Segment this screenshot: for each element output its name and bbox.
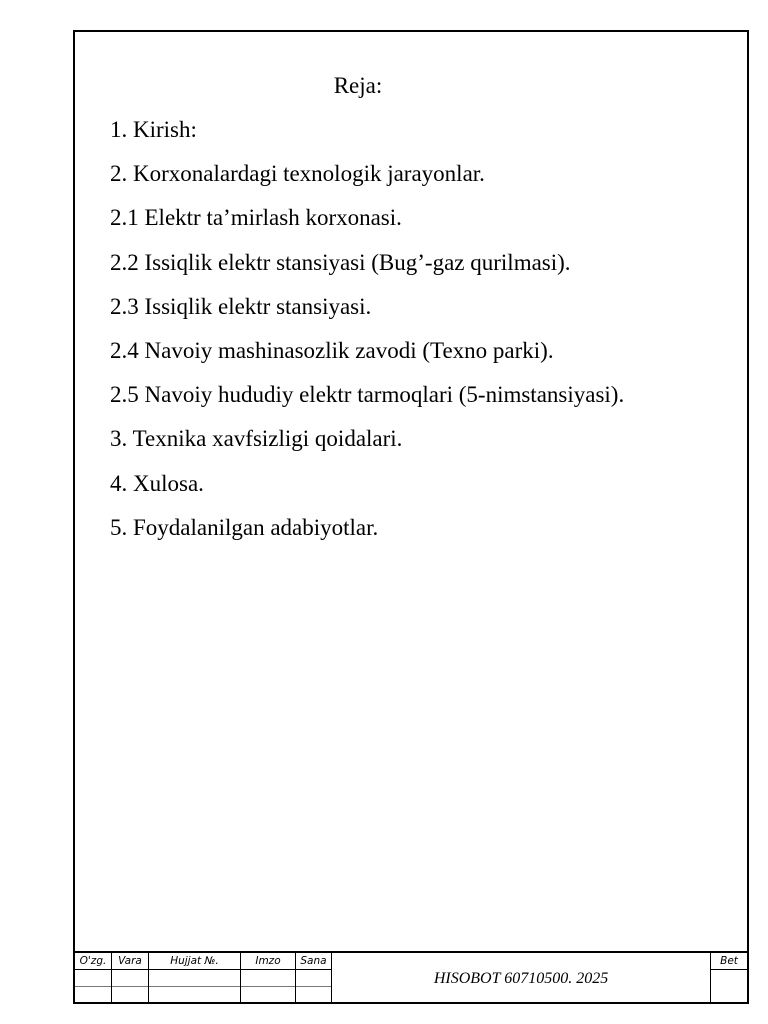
- toc-item: 3. Texnika xavfsizligi qoidalari.: [110, 426, 403, 452]
- stamp-col-vara: [112, 953, 149, 1004]
- toc-item: 2.4 Navoiy mashinasozlik zavodi (Texno parki).: [110, 337, 554, 363]
- stamp-header-hujjat: Hujjat №.: [149, 953, 240, 970]
- title-block: [75, 951, 747, 1004]
- page-frame: [73, 30, 749, 1004]
- stamp-col-hujjat: [149, 953, 241, 1004]
- toc-item: 2.3 Issiqlik elektr stansiyasi.: [110, 293, 372, 319]
- stamp-header-bet: Bet: [711, 953, 747, 970]
- stamp-col-imzo: [241, 953, 296, 1004]
- document-code: HISOBOT 60710500. 2025: [433, 970, 609, 987]
- stamp-row-divider: [149, 986, 240, 987]
- stamp-row-divider: [75, 986, 111, 987]
- toc-item: 2.2 Issiqlik elektr stansiyasi (Bug’-gaz qurilmasi).: [110, 249, 571, 275]
- toc-item: 5. Foydalanilgan adabiyotlar.: [110, 514, 379, 540]
- stamp-header-imzo: Imzo: [241, 953, 295, 970]
- toc-item: 2.5 Navoiy hududiy elektr tarmoqlari (5-nimstansiyasi).: [110, 382, 625, 408]
- stamp-row-divider: [241, 986, 295, 987]
- stamp-row-divider: [296, 986, 331, 987]
- page-heading: Reja:: [333, 73, 383, 98]
- stamp-col-bet: [710, 953, 747, 1004]
- toc-item: 2. Korxonalardagi texnologik jarayonlar.: [110, 161, 485, 187]
- table-of-contents: [110, 116, 624, 558]
- toc-item: 4. Xulosa.: [110, 470, 204, 496]
- stamp-row-divider: [112, 986, 148, 987]
- toc-item: 2.1 Elektr ta’mirlash korxonasi.: [110, 205, 402, 231]
- stamp-header-ozg: O'zg.: [75, 953, 111, 970]
- toc-item: 1. Kirish:: [110, 117, 197, 142]
- stamp-header-vara: Vara: [112, 953, 148, 970]
- stamp-col-ozg: [75, 953, 112, 1004]
- stamp-col-sana: [296, 953, 332, 1004]
- stamp-header-sana: Sana: [296, 953, 331, 970]
